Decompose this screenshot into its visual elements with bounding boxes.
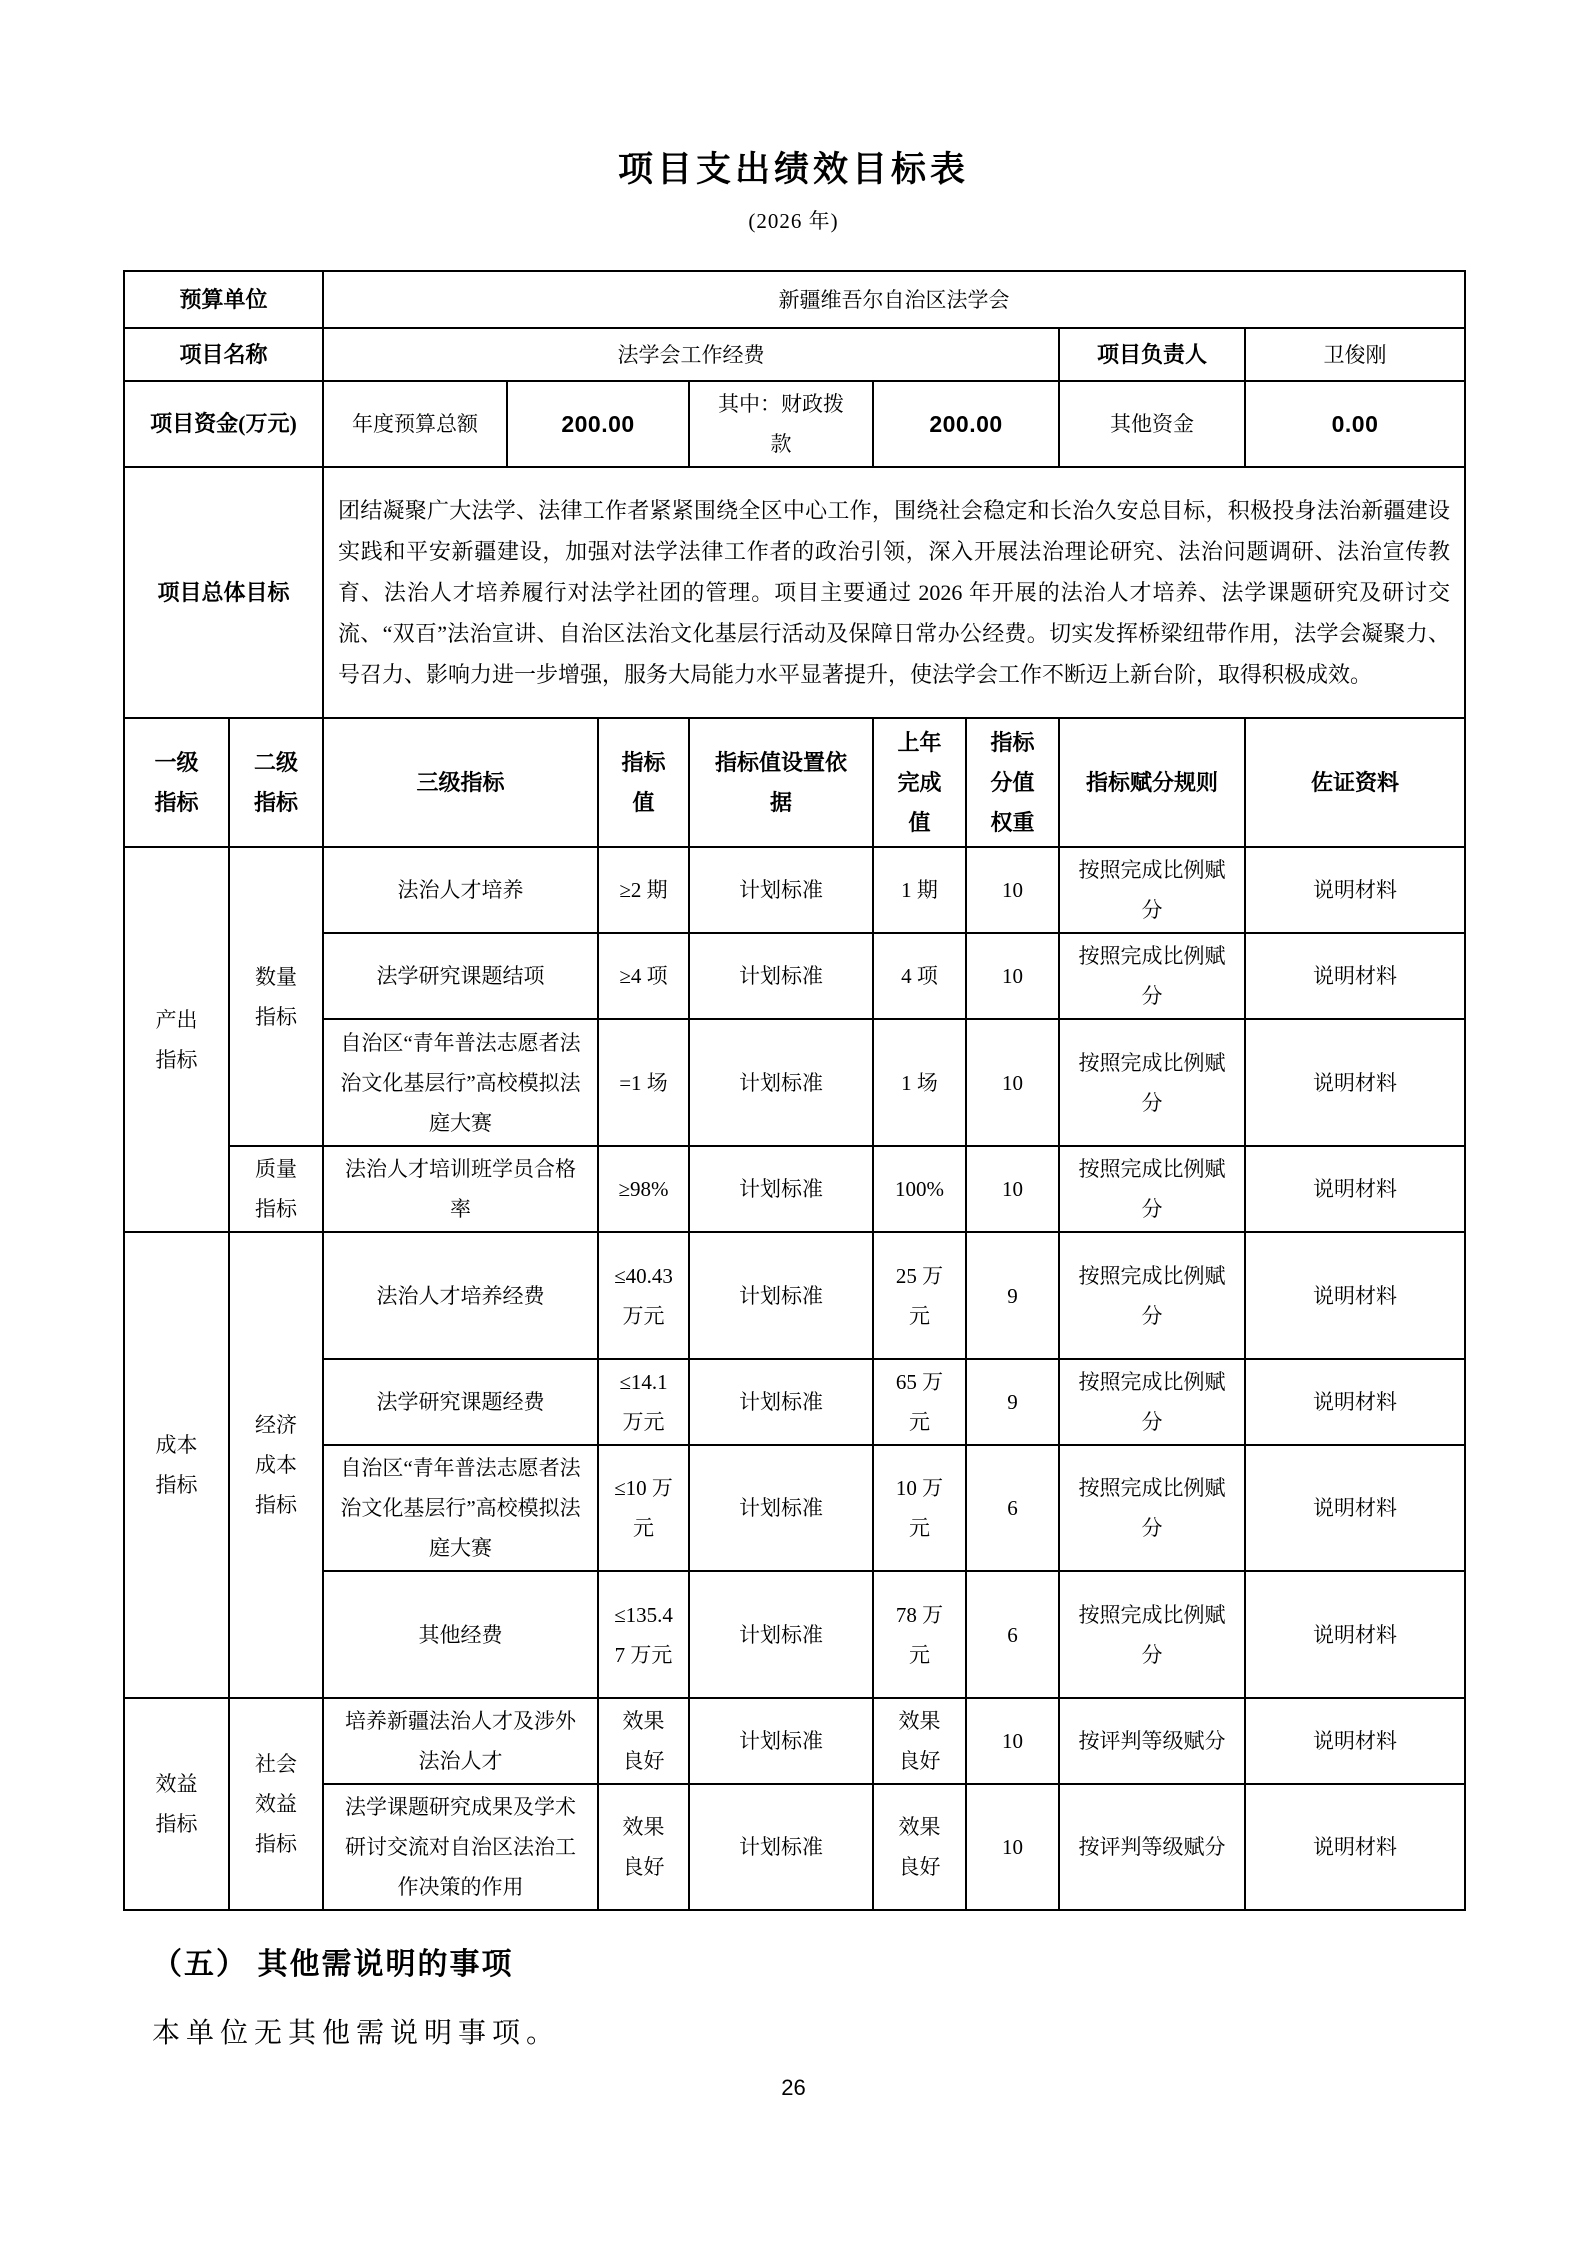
cell-level1-benefit: 效益指标 xyxy=(124,1698,229,1910)
cell-evidence: 说明材料 xyxy=(1245,1698,1465,1784)
project-name-row xyxy=(124,328,1465,381)
section-heading: （五） 其他需说明的事项 xyxy=(152,1948,514,1981)
cell-rule: 按照完成比例赋分 xyxy=(1059,1019,1245,1146)
cell-evidence: 说明材料 xyxy=(1245,847,1465,933)
cell-basis: 计划标准 xyxy=(689,847,873,933)
project-funds-label: 项目资金(万元) xyxy=(124,381,323,467)
header-level2: 二级指标 xyxy=(229,718,323,847)
annual-budget-label: 年度预算总额 xyxy=(323,381,507,467)
cell-rule: 按评判等级赋分 xyxy=(1059,1784,1245,1910)
indicator-row xyxy=(124,1698,1465,1784)
cell-rule: 按照完成比例赋分 xyxy=(1059,847,1245,933)
cell-target: 效果良好 xyxy=(598,1698,689,1784)
indicator-row xyxy=(124,1146,1465,1232)
cell-level3: 其他经费 xyxy=(323,1571,598,1698)
header-weight: 指标分值权重 xyxy=(966,718,1059,847)
page-number: 26 xyxy=(781,2075,806,2100)
header-level3: 三级指标 xyxy=(323,718,598,847)
header-last-year: 上年完成值 xyxy=(873,718,966,847)
cell-target: ≥2 期 xyxy=(598,847,689,933)
indicator-row xyxy=(124,1359,1465,1445)
cell-last-year: 100% xyxy=(873,1146,966,1232)
project-leader-label: 项目负责人 xyxy=(1059,328,1245,381)
indicator-row xyxy=(124,1232,1465,1359)
budget-unit-row xyxy=(124,271,1465,328)
header-target: 指标值 xyxy=(598,718,689,847)
cell-weight: 10 xyxy=(966,847,1059,933)
budget-unit-label: 预算单位 xyxy=(124,271,323,328)
other-funds-label: 其他资金 xyxy=(1059,381,1245,467)
cell-level3: 自治区“青年普法志愿者法治文化基层行”高校模拟法庭大赛 xyxy=(323,1445,598,1571)
cell-level1-cost: 成本指标 xyxy=(124,1232,229,1698)
cell-last-year: 4 项 xyxy=(873,933,966,1019)
cell-last-year: 78 万元 xyxy=(873,1571,966,1698)
cell-last-year: 65 万元 xyxy=(873,1359,966,1445)
cell-weight: 10 xyxy=(966,1019,1059,1146)
performance-target-table xyxy=(123,270,1466,1911)
cell-level3: 培养新疆法治人才及涉外法治人才 xyxy=(323,1698,598,1784)
cell-weight: 10 xyxy=(966,1146,1059,1232)
cell-evidence: 说明材料 xyxy=(1245,1445,1465,1571)
indicator-row xyxy=(124,847,1465,933)
cell-evidence: 说明材料 xyxy=(1245,1232,1465,1359)
cell-level3: 自治区“青年普法志愿者法治文化基层行”高校模拟法庭大赛 xyxy=(323,1019,598,1146)
cell-target: ≤10 万元 xyxy=(598,1445,689,1571)
cell-basis: 计划标准 xyxy=(689,1571,873,1698)
cell-weight: 6 xyxy=(966,1571,1059,1698)
header-evidence: 佐证资料 xyxy=(1245,718,1465,847)
overall-goal-text: 团结凝聚广大法学、法律工作者紧紧围绕全区中心工作，围绕社会稳定和长治久安总目标，积极投身法治新疆建设实践和平安新疆建设，加强对法学法律工作者的政治引领，深入开展法治理论研究、法治问题调研、法治宣传教育、法治人才培养履行对法学社团的管理。项目主要通过 2026 年开展的法治人才培养、法学课题研究及研讨交流、“双百”法治宣讲、自治区法治文化基层行活动及保障日常办公经费。切实发挥桥梁纽带作用，法学会凝聚力、号召力、影响力进一步增强，服务大局能力水平显著提升，使法学会工作不断迈上新台阶，取得积极成效。 xyxy=(323,467,1465,718)
cell-weight: 10 xyxy=(966,933,1059,1019)
cell-rule: 按照完成比例赋分 xyxy=(1059,1359,1245,1445)
project-name-label: 项目名称 xyxy=(124,328,323,381)
cell-level1-output: 产出指标 xyxy=(124,847,229,1232)
cell-basis: 计划标准 xyxy=(689,1019,873,1146)
cell-target: ≥4 项 xyxy=(598,933,689,1019)
cell-rule: 按照完成比例赋分 xyxy=(1059,933,1245,1019)
cell-weight: 10 xyxy=(966,1698,1059,1784)
cell-target: 效果良好 xyxy=(598,1784,689,1910)
cell-level3: 法治人才培养经费 xyxy=(323,1232,598,1359)
header-basis: 指标值设置依据 xyxy=(689,718,873,847)
cell-evidence: 说明材料 xyxy=(1245,1784,1465,1910)
cell-last-year: 效果良好 xyxy=(873,1698,966,1784)
cell-last-year: 效果良好 xyxy=(873,1784,966,1910)
indicator-header-row xyxy=(124,718,1465,847)
cell-target: ≤14.1 万元 xyxy=(598,1359,689,1445)
cell-target: =1 场 xyxy=(598,1019,689,1146)
project-name-value: 法学会工作经费 xyxy=(323,328,1059,381)
project-funds-row xyxy=(124,381,1465,467)
cell-level2-quantity: 数量指标 xyxy=(229,847,323,1146)
overall-goal-row xyxy=(124,467,1465,718)
fiscal-allocation-label: 其中：财政拨款 xyxy=(689,381,873,467)
indicator-row xyxy=(124,933,1465,1019)
cell-level3: 法学课题研究成果及学术研讨交流对自治区法治工作决策的作用 xyxy=(323,1784,598,1910)
cell-last-year: 1 期 xyxy=(873,847,966,933)
cell-last-year: 1 场 xyxy=(873,1019,966,1146)
cell-basis: 计划标准 xyxy=(689,933,873,1019)
cell-last-year: 10 万元 xyxy=(873,1445,966,1571)
cell-basis: 计划标准 xyxy=(689,1359,873,1445)
cell-weight: 6 xyxy=(966,1445,1059,1571)
cell-rule: 按评判等级赋分 xyxy=(1059,1698,1245,1784)
annual-budget-value: 200.00 xyxy=(507,381,689,467)
cell-level2-social-benefit: 社会效益指标 xyxy=(229,1698,323,1910)
page-title: 项目支出绩效目标表 xyxy=(617,150,969,189)
section-note: 本单位无其他需说明事项。 xyxy=(152,2018,561,2049)
cell-evidence: 说明材料 xyxy=(1245,1146,1465,1232)
cell-basis: 计划标准 xyxy=(689,1146,873,1232)
cell-basis: 计划标准 xyxy=(689,1232,873,1359)
cell-target: ≤40.43 万元 xyxy=(598,1232,689,1359)
project-leader-value: 卫俊刚 xyxy=(1245,328,1465,381)
cell-evidence: 说明材料 xyxy=(1245,1019,1465,1146)
overall-goal-label: 项目总体目标 xyxy=(124,467,323,718)
header-level1: 一级指标 xyxy=(124,718,229,847)
cell-evidence: 说明材料 xyxy=(1245,933,1465,1019)
indicator-row xyxy=(124,1019,1465,1146)
cell-level2-quality: 质量指标 xyxy=(229,1146,323,1232)
cell-evidence: 说明材料 xyxy=(1245,1571,1465,1698)
cell-last-year: 25 万元 xyxy=(873,1232,966,1359)
cell-weight: 9 xyxy=(966,1359,1059,1445)
cell-target: ≤135.47 万元 xyxy=(598,1571,689,1698)
indicator-row xyxy=(124,1445,1465,1571)
cell-weight: 9 xyxy=(966,1232,1059,1359)
budget-unit-value: 新疆维吾尔自治区法学会 xyxy=(323,271,1465,328)
cell-rule: 按照完成比例赋分 xyxy=(1059,1232,1245,1359)
cell-level3: 法学研究课题经费 xyxy=(323,1359,598,1445)
cell-basis: 计划标准 xyxy=(689,1698,873,1784)
cell-evidence: 说明材料 xyxy=(1245,1359,1465,1445)
cell-basis: 计划标准 xyxy=(689,1784,873,1910)
cell-rule: 按照完成比例赋分 xyxy=(1059,1445,1245,1571)
cell-basis: 计划标准 xyxy=(689,1445,873,1571)
indicator-row xyxy=(124,1571,1465,1698)
page-subtitle: (2026 年) xyxy=(748,209,839,233)
other-funds-value: 0.00 xyxy=(1245,381,1465,467)
cell-weight: 10 xyxy=(966,1784,1059,1910)
fiscal-allocation-value: 200.00 xyxy=(873,381,1059,467)
indicator-row xyxy=(124,1784,1465,1910)
cell-rule: 按照完成比例赋分 xyxy=(1059,1571,1245,1698)
cell-level3: 法学研究课题结项 xyxy=(323,933,598,1019)
cell-target: ≥98% xyxy=(598,1146,689,1232)
header-rule: 指标赋分规则 xyxy=(1059,718,1245,847)
cell-rule: 按照完成比例赋分 xyxy=(1059,1146,1245,1232)
cell-level3: 法治人才培训班学员合格率 xyxy=(323,1146,598,1232)
cell-level3: 法治人才培养 xyxy=(323,847,598,933)
cell-level2-economic-cost: 经济成本指标 xyxy=(229,1232,323,1698)
